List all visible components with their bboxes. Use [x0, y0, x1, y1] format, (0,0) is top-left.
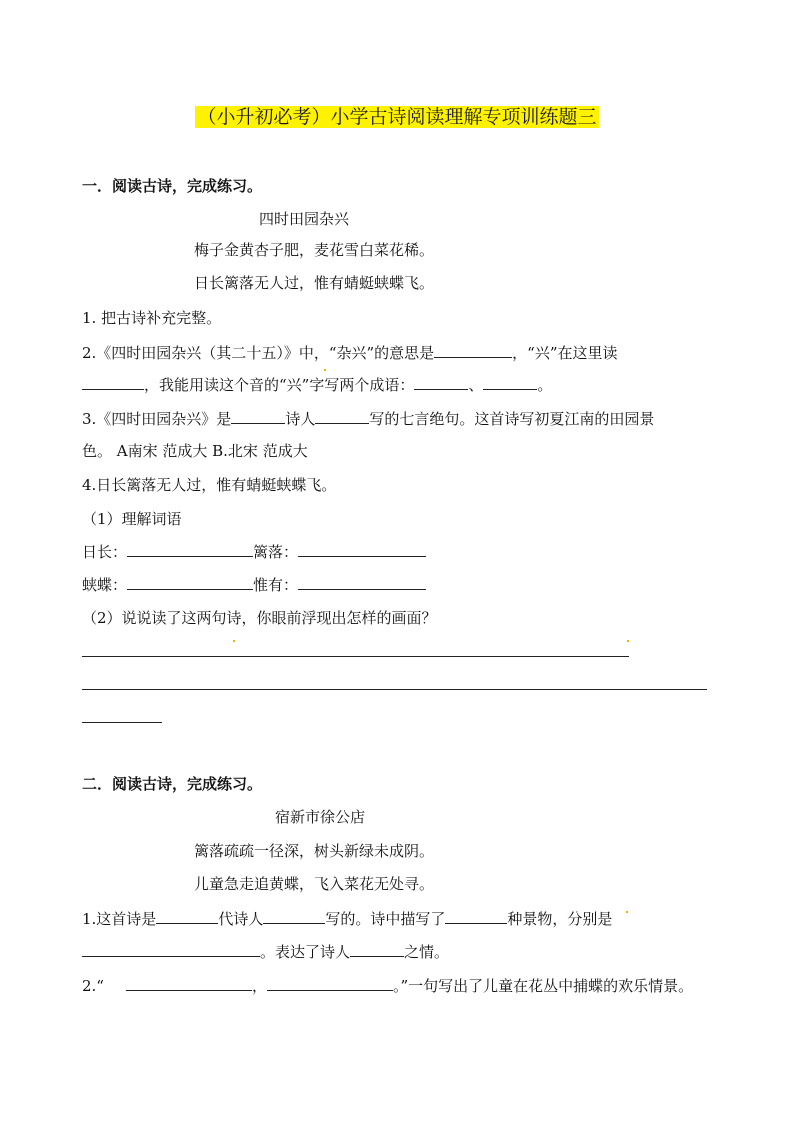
s1-question2-line1 [82, 342, 618, 363]
poem2-line2: 儿童急走追黄蝶，飞入菜花无处寻。 [194, 875, 435, 893]
s1-q2-text-c: ，我能用读这个音的“兴”字写两个成语： [144, 376, 415, 394]
s1-q2-text-b: ，“兴”在这里读 [512, 344, 618, 362]
poem2-title: 宿新市徐公店 [275, 808, 366, 826]
s1-q3-text-a: 3.《四时田园杂兴》是 [82, 410, 232, 428]
title-text: （小升初必考）小学古诗阅读理解专项训练题三 [197, 106, 597, 128]
poem1-line2: 日长篱落无人过，惟有蜻蜓蛱蝶飞。 [194, 274, 435, 292]
s2-q1-text-b: 代诗人 [218, 910, 264, 928]
speck [626, 911, 628, 913]
answer-blank[interactable] [434, 342, 512, 358]
s2-question1-line2 [82, 941, 449, 962]
answer-line[interactable] [82, 689, 707, 690]
s2-q2-text-c: 。”一句写出了儿童在花丛中捕蝶的欢乐情景。 [393, 977, 694, 995]
answer-line[interactable] [82, 656, 629, 657]
answer-blank[interactable] [127, 541, 253, 557]
s1-question4-2: （2）说说读了这两句诗，你眼前浮现出怎样的画面？ [82, 609, 437, 627]
answer-blank[interactable] [315, 408, 369, 424]
s2-question1-line1 [82, 908, 612, 929]
speck [627, 640, 629, 642]
s2-q2-text-b: ， [251, 977, 267, 995]
answer-blank[interactable] [267, 975, 393, 991]
s1-question4-1: （1）理解词语 [82, 510, 182, 528]
s1-q3-text-c: 写的七言绝句。这首诗写初夏江南的田园景 [369, 410, 655, 428]
s1-q2-text-a: 2.《四时田园杂兴（其二十五）》中，“杂兴”的意思是 [82, 344, 435, 362]
poem1-line1: 梅子金黄杏子肥，麦花雪白菜花稀。 [194, 241, 435, 259]
s1-question4: 4.日长篱落无人过，惟有蜻蜓蛱蝶飞。 [82, 476, 337, 494]
section2-heading: 二．阅读古诗，完成练习。 [82, 775, 263, 793]
s2-q2-text-a: 2.“ [82, 977, 104, 995]
answer-blank[interactable] [82, 941, 260, 957]
answer-blank[interactable] [263, 908, 325, 924]
answer-blank[interactable] [126, 975, 252, 991]
term-label: 篱落： [253, 543, 299, 561]
answer-line[interactable] [82, 722, 162, 723]
answer-blank[interactable] [298, 541, 426, 557]
page-title [0, 104, 794, 130]
s1-question1: 1. 把古诗补充完整。 [82, 309, 222, 327]
answer-blank[interactable] [231, 408, 285, 424]
s2-q1-text-a: 1.这首诗是 [82, 910, 157, 928]
poem2-line1: 篱落疏疏一径深，树头新绿未成阴。 [194, 842, 435, 860]
s2-question2 [82, 975, 693, 996]
answer-blank[interactable] [445, 908, 507, 924]
term-label: 日长： [82, 543, 128, 561]
term-label: 惟有： [253, 576, 299, 594]
s2-q1-text-c: 写的。诗中描写了 [325, 910, 446, 928]
s2-q1-text-f: 之情。 [404, 943, 450, 961]
speck [233, 640, 235, 642]
s1-q3-text-b: 诗人 [285, 410, 316, 428]
answer-blank[interactable] [483, 374, 537, 390]
s1-question2-line2 [82, 374, 552, 395]
poem1-title: 四时田园杂兴 [259, 210, 350, 228]
section1-heading: 一．阅读古诗，完成练习。 [82, 177, 263, 195]
answer-blank[interactable] [156, 908, 218, 924]
speck [324, 369, 326, 371]
s1-question3-line1 [82, 408, 654, 429]
answer-blank[interactable] [82, 374, 144, 390]
s2-q1-text-d: 种景物，分别是 [507, 910, 613, 928]
s1-q2-end: 。 [537, 376, 553, 394]
s1-q2-sep: 、 [468, 376, 484, 394]
term-row-1 [82, 541, 426, 562]
answer-blank[interactable] [298, 574, 426, 590]
answer-blank[interactable] [127, 574, 253, 590]
s1-question3-line2: 色。 A南宋 范成大 B.北宋 范成大 [82, 442, 308, 460]
term-row-2 [82, 574, 426, 595]
answer-blank[interactable] [414, 374, 468, 390]
answer-blank[interactable] [350, 941, 404, 957]
s2-q1-text-e: 。表达了诗人 [260, 943, 351, 961]
term-label: 蛱蝶： [82, 576, 128, 594]
